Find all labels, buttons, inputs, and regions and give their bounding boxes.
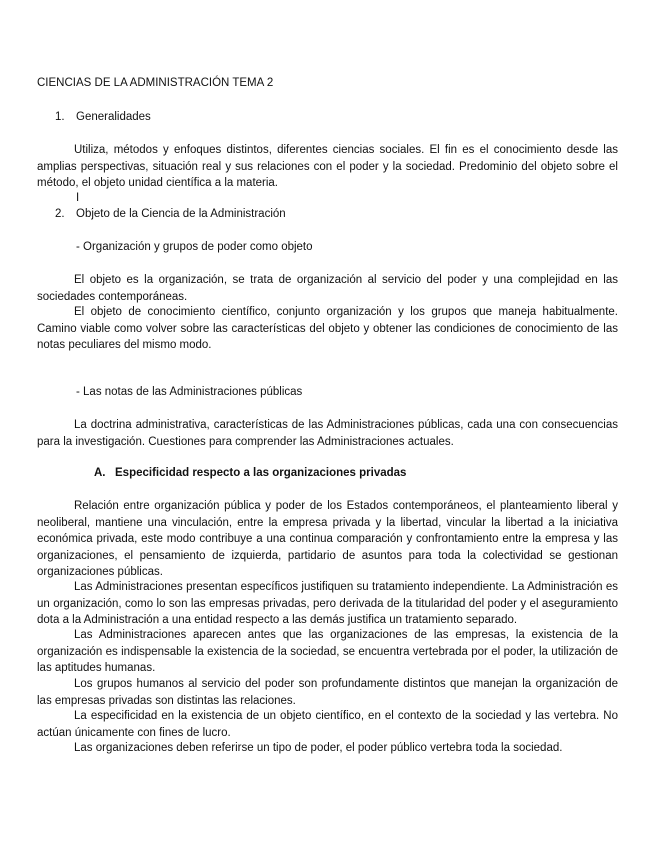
paragraph-conocimiento: El objeto de conocimiento científico, conjunto organización y los grupos que maneja habitualmente. Camino viable como volver sobre las características del objeto y obtener las condiciones de conocimiento de las notas peculiares del mismo modo.: [37, 306, 618, 351]
paragraph-grupos-humanos: Los grupos humanos al servicio del poder son profundamente distintos que manejan la organización de las empresas privadas son distintas las relaciones.: [37, 678, 618, 707]
paragraph-administraciones-presentan: Las Administraciones presentan específicos justifiquen su tratamiento independiente. La Administración es un organización, como lo son las empresas privadas, pero derivada de la titularidad del poder y el aseguramiento dota a la Administración a una entidad respecto a las demás justifica un tratamiento separado.: [37, 581, 618, 626]
section-2-number: 2.: [55, 208, 65, 220]
paragraph-organizaciones-poder: Las organizaciones deben referirse un tipo de poder, el poder público vertebra toda la sociedad.: [74, 742, 563, 754]
subheading-organizacion: - Organización y grupos de poder como objeto: [76, 241, 313, 253]
section-1-heading: Generalidades: [76, 111, 151, 123]
section-a-letter: A.: [94, 467, 106, 479]
section-a-heading: Especificidad respecto a las organizaciones privadas: [115, 467, 407, 479]
paragraph-administraciones-aparecen: Las Administraciones aparecen antes que las organizaciones de las empresas, la existencia de la organización es indispensable la existencia de la sociedad, se encuentra vertebrada por el poder, la utilización de las aptitudes humanas.: [37, 629, 618, 674]
section-2-heading: Objeto de la Ciencia de la Administración: [76, 208, 286, 220]
text-cursor: I: [76, 192, 80, 204]
paragraph-especificidad: La especificidad en la existencia de un objeto científico, en el contexto de la sociedad y las vertebra. No actúan únicamente con fines de lucro.: [37, 710, 618, 739]
section-1-number: 1.: [55, 111, 65, 123]
paragraph-generalidades: Utiliza, métodos y enfoques distintos, diferentes ciencias sociales. El fin es el conocimiento desde las amplias perspectivas, situación real y sus relaciones con el poder y la sociedad. Predominio del objeto sobre el método, el objeto unidad científica a la materia.: [37, 144, 618, 189]
subheading-notas: - Las notas de las Administraciones públicas: [76, 386, 303, 398]
paragraph-objeto: El objeto es la organización, se trata de organización al servicio del poder y una complejidad en las sociedades contemporáneas.: [37, 274, 618, 303]
paragraph-doctrina: La doctrina administrativa, características de las Administraciones públicas, cada una con consecuencias para la investigación. Cuestiones para comprender las Administraciones actuales.: [37, 419, 618, 448]
paragraph-relacion: Relación entre organización pública y poder de los Estados contemporáneos, el planteamiento liberal y neoliberal, mantiene una vinculación, entre la empresa privada y la libertad, vincular la libertad a la iniciativa económica privada, este modo contribuye a una continua comparación y confrontamiento entre la empresa y las organizaciones, el pensamiento de izquierda, partidario de asuntos para toda la colectividad se gestionan organizaciones públicas.: [37, 500, 618, 578]
document-title: CIENCIAS DE LA ADMINISTRACIÓN TEMA 2: [37, 77, 274, 89]
